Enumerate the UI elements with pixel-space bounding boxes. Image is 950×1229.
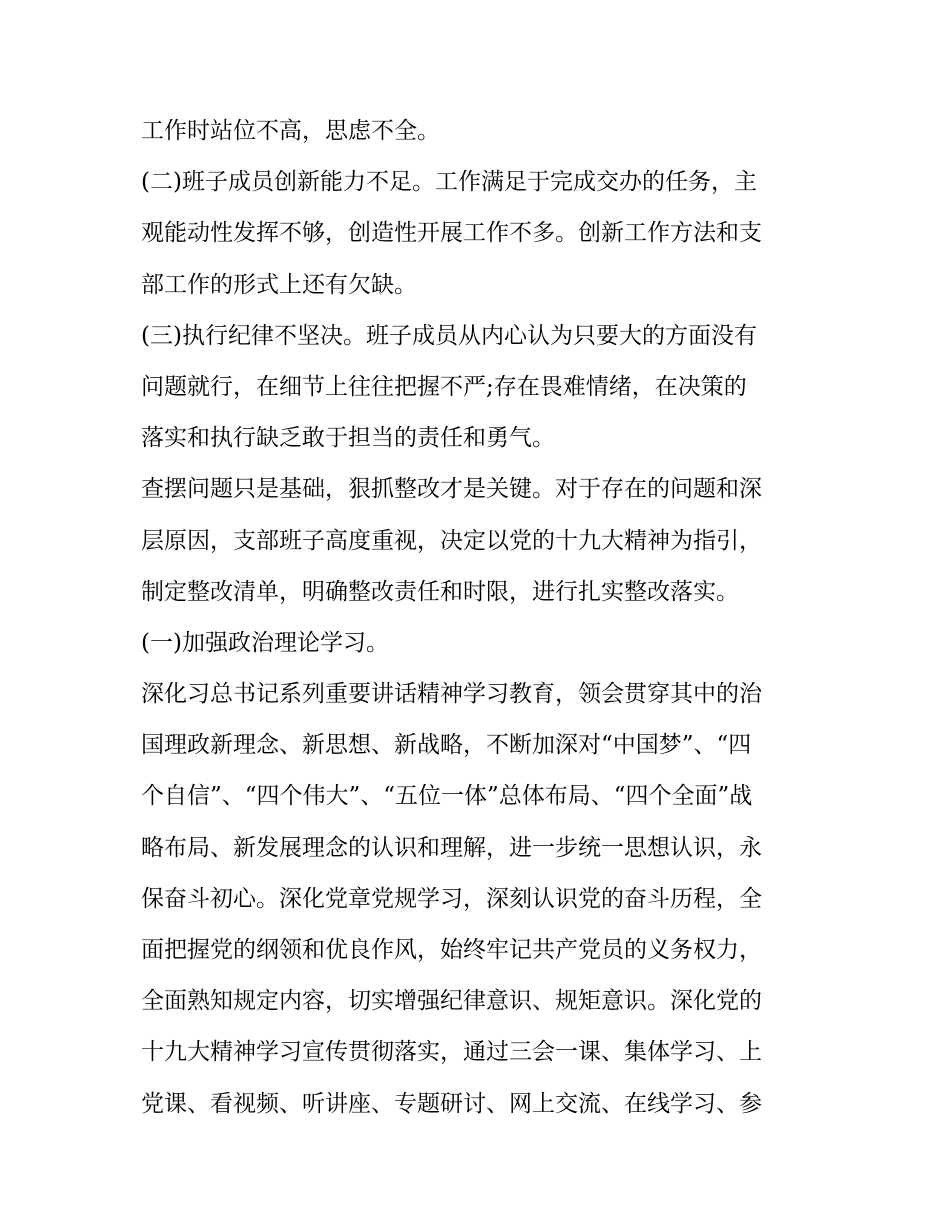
text-line: 问题就行，在细节上往往把握不严;存在畏难情绪，在决策的 bbox=[141, 373, 747, 400]
text-line: 工作时站位不高，思虑不全。 bbox=[141, 118, 440, 144]
text-line: 党课、看视频、听讲座、专题研讨、网上交流、在线学习、参 bbox=[141, 1090, 762, 1117]
text-line: 查摆问题只是基础，狠抓整改才是关键。对于存在的问题和深 bbox=[141, 476, 762, 503]
text-line: 深化习总书记系列重要讲话精神学习教育，领会贯穿其中的治 bbox=[141, 681, 762, 708]
text-line: (二)班子成员创新能力不足。工作满足于完成交办的任务，主 bbox=[141, 169, 757, 196]
text-line: 略布局、新发展理念的认识和理解，进一步统一思想认识，永 bbox=[141, 834, 762, 861]
text-line: 观能动性发挥不够，创造性开展工作不多。创新工作方法和支 bbox=[141, 220, 762, 247]
text-line: 国理政新理念、新思想、新战略，不断加深对“中国梦”、“四 bbox=[141, 732, 752, 759]
text-line: 落实和执行缺乏敢于担当的责任和勇气。 bbox=[141, 425, 555, 452]
text-line: 十九大精神学习宣传贯彻落实，通过三会一课、集体学习、上 bbox=[141, 1039, 762, 1066]
text-line: 个自信”、“四个伟大”、“五位一体”总体布局、“四个全面”战 bbox=[141, 783, 753, 810]
text-line: 层原因，支部班子高度重视，决定以党的十九大精神为指引， bbox=[141, 527, 762, 554]
text-line: 保奋斗初心。深化党章党规学习，深刻认识党的奋斗历程，全 bbox=[141, 885, 762, 912]
document-body bbox=[141, 106, 821, 1130]
text-line: (三)执行纪律不坚决。班子成员从内心认为只要大的方面没有 bbox=[141, 322, 757, 349]
text-line: 制定整改清单，明确整改责任和时限，进行扎实整改落实。 bbox=[141, 578, 739, 605]
text-line: 面把握党的纲领和优良作风，始终牢记共产党员的义务权力， bbox=[141, 937, 762, 963]
text-line: (一)加强政治理论学习。 bbox=[141, 629, 389, 656]
text-line: 部工作的形式上还有欠缺。 bbox=[141, 271, 417, 298]
text-line: 全面熟知规定内容，切实增强纪律意识、规矩意识。深化党的 bbox=[141, 988, 762, 1015]
